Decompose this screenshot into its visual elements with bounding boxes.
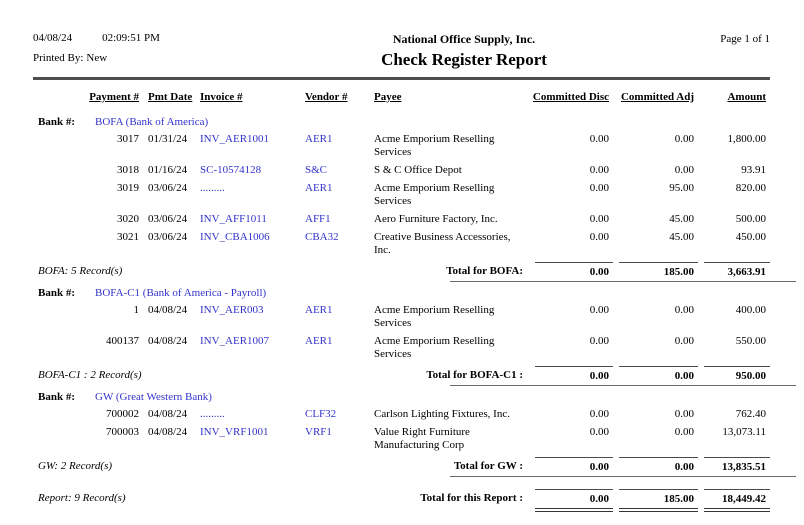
bank-name-link[interactable]: BOFA-C1 (Bank of America - Payroll) — [95, 287, 267, 299]
column-header-payment: Payment # — [89, 91, 139, 103]
payee-cell: Creative Business Accessories, Inc. — [374, 231, 511, 256]
company-name: National Office Supply, Inc. — [392, 32, 536, 46]
vendor-number-link[interactable]: AER1 — [305, 335, 333, 347]
bank-total-amount: 950.00 — [704, 366, 770, 383]
header-divider — [33, 77, 770, 80]
payment-row — [33, 408, 770, 421]
bank-header-row — [33, 116, 770, 129]
column-header-vendor: Vendor # — [305, 91, 348, 103]
payee-cell: Acme Emporium Reselling Services — [374, 182, 495, 207]
amount-cell: 550.00 — [735, 335, 766, 347]
bank-total-label: Total for BOFA-C1 : — [426, 369, 523, 381]
amount-cell: 820.00 — [735, 182, 766, 194]
column-header-invoice: Invoice # — [200, 91, 243, 103]
committed-disc-cell: 0.00 — [589, 408, 609, 420]
payment-row — [33, 164, 770, 177]
vendor-number-link[interactable]: VRF1 — [305, 426, 332, 438]
vendor-number-link[interactable]: CLF32 — [305, 408, 337, 420]
payment-number-cell: 3017 — [117, 133, 139, 145]
bank-group — [33, 116, 770, 282]
group-rows — [33, 408, 770, 452]
payment-number-cell: 400137 — [106, 335, 139, 347]
bank-header-row — [33, 391, 770, 404]
invoice-number-link[interactable]: ......... — [200, 182, 225, 194]
amount-cell: 400.00 — [735, 304, 766, 316]
report-header — [33, 32, 770, 70]
payee-cell: Acme Emporium Reselling Services — [374, 335, 495, 360]
amount-cell: 450.00 — [735, 231, 766, 243]
committed-adj-cell: 0.00 — [674, 304, 694, 316]
committed-disc-cell: 0.00 — [589, 335, 609, 347]
committed-adj-cell: 0.00 — [674, 164, 694, 176]
pmt-date-cell: 03/06/24 — [148, 231, 188, 243]
payment-row — [33, 426, 770, 452]
amount-cell: 500.00 — [735, 213, 766, 225]
column-header-committed-adj: Committed Adj — [620, 91, 694, 103]
report-total-row — [33, 489, 770, 512]
bank-header-row — [33, 287, 770, 300]
payment-row — [33, 182, 770, 208]
committed-adj-cell: 95.00 — [669, 182, 694, 194]
bank-number-label: Bank #: — [38, 391, 75, 403]
vendor-number-link[interactable]: CBA32 — [305, 231, 339, 243]
vendor-number-link[interactable]: AFF1 — [305, 213, 331, 225]
invoice-number-link[interactable]: INV_AER003 — [200, 304, 264, 316]
payee-cell: Value Right Furniture Manufacturing Corp — [374, 426, 470, 451]
column-header-row — [33, 91, 770, 104]
payment-number-cell: 3019 — [117, 182, 139, 194]
invoice-number-link[interactable]: INV_AER1007 — [200, 335, 270, 347]
print-time: 02:09:51 PM — [102, 32, 160, 44]
committed-adj-cell: 0.00 — [674, 133, 694, 145]
bank-total-committed-adj: 0.00 — [619, 457, 698, 474]
pmt-date-cell: 04/08/24 — [148, 335, 188, 347]
invoice-number-link[interactable]: INV_VRF1001 — [200, 426, 269, 438]
groups — [33, 116, 770, 477]
committed-adj-cell: 45.00 — [669, 231, 694, 243]
payment-number-cell: 1 — [133, 304, 139, 316]
report-record-count: Report: 9 Record(s) — [38, 492, 126, 504]
pmt-date-cell: 04/08/24 — [148, 426, 188, 438]
committed-adj-cell: 0.00 — [674, 426, 694, 438]
bank-total-amount: 3,663.91 — [704, 262, 770, 279]
bank-total-label: Total for BOFA: — [446, 265, 523, 277]
pmt-date-cell: 01/31/24 — [148, 133, 188, 145]
invoice-number-link[interactable]: ......... — [200, 408, 225, 420]
committed-disc-cell: 0.00 — [589, 304, 609, 316]
vendor-number-link[interactable]: AER1 — [305, 182, 333, 194]
committed-adj-cell: 45.00 — [669, 213, 694, 225]
invoice-number-link[interactable]: INV_CBA1006 — [200, 231, 270, 243]
bank-total-label: Total for GW : — [453, 460, 523, 472]
header-center — [268, 32, 660, 70]
bank-group — [33, 391, 770, 477]
pmt-date-cell: 04/08/24 — [148, 304, 188, 316]
bank-total-committed-disc: 0.00 — [535, 366, 613, 383]
invoice-number-link[interactable]: INV_AFF1011 — [200, 213, 267, 225]
bank-total-committed-adj: 185.00 — [619, 262, 698, 279]
invoice-number-link[interactable]: SC-10574128 — [200, 164, 262, 176]
bank-record-count: GW: 2 Record(s) — [38, 460, 113, 472]
amount-cell: 762.40 — [735, 408, 766, 420]
bank-total-underline — [450, 476, 796, 477]
payment-number-cell: 700002 — [106, 408, 139, 420]
column-header-payee: Payee — [374, 91, 402, 103]
payment-number-cell: 3020 — [117, 213, 139, 225]
payment-row — [33, 133, 770, 159]
bank-record-count: BOFA-C1 : 2 Record(s) — [38, 369, 142, 381]
payee-cell: Aero Furniture Factory, Inc. — [374, 213, 498, 225]
bank-total-amount: 13,835.51 — [704, 457, 770, 474]
report-total-amount: 18,449.42 — [704, 489, 770, 512]
bank-total-committed-disc: 0.00 — [535, 457, 613, 474]
committed-adj-cell: 0.00 — [674, 335, 694, 347]
payee-cell: S & C Office Depot — [374, 164, 462, 176]
bank-name-link[interactable]: BOFA (Bank of America) — [95, 116, 209, 128]
bank-number-label: Bank #: — [38, 116, 75, 128]
committed-adj-cell: 0.00 — [674, 408, 694, 420]
bank-number-label: Bank #: — [38, 287, 75, 299]
bank-total-committed-disc: 0.00 — [535, 262, 613, 279]
payment-row — [33, 213, 770, 226]
amount-cell: 13,073.11 — [722, 426, 766, 438]
bank-total-row — [33, 366, 770, 383]
column-header-amount: Amount — [727, 91, 766, 103]
committed-disc-cell: 0.00 — [589, 426, 609, 438]
payment-row — [33, 231, 770, 257]
committed-disc-cell: 0.00 — [589, 182, 609, 194]
payment-row — [33, 304, 770, 330]
pmt-date-cell: 03/06/24 — [148, 213, 188, 225]
amount-cell: 1,800.00 — [727, 133, 766, 145]
printed-by — [33, 52, 268, 65]
bank-total-underline — [450, 281, 796, 282]
vendor-number-link[interactable]: AER1 — [305, 304, 333, 316]
bank-total-row — [33, 262, 770, 279]
bank-total-committed-adj: 0.00 — [619, 366, 698, 383]
committed-disc-cell: 0.00 — [589, 164, 609, 176]
header-left — [33, 32, 268, 65]
payee-cell: Carlson Lighting Fixtures, Inc. — [374, 408, 510, 420]
column-header-committed-disc: Committed Disc — [532, 91, 609, 103]
group-rows — [33, 304, 770, 361]
bank-total-underline — [450, 385, 796, 386]
group-rows — [33, 133, 770, 257]
vendor-number-link[interactable]: AER1 — [305, 133, 333, 145]
column-header-pmt-date: Pmt Date — [148, 91, 193, 103]
payee-cell: Acme Emporium Reselling Services — [374, 304, 495, 329]
printed-by-value: New — [86, 52, 108, 64]
payment-number-cell: 3021 — [117, 231, 139, 243]
pmt-date-cell: 01/16/24 — [148, 164, 188, 176]
pmt-date-cell: 03/06/24 — [148, 182, 188, 194]
bank-name-link[interactable]: GW (Great Western Bank) — [95, 391, 212, 403]
payment-number-cell: 3018 — [117, 164, 139, 176]
page-number: Page 1 of 1 — [720, 33, 770, 45]
bank-total-row — [33, 457, 770, 474]
committed-disc-cell: 0.00 — [589, 133, 609, 145]
committed-disc-cell: 0.00 — [589, 231, 609, 243]
invoice-number-link[interactable]: INV_AER1001 — [200, 133, 270, 145]
payee-cell: Acme Emporium Reselling Services — [374, 133, 495, 158]
print-date: 04/08/24 — [33, 32, 73, 44]
bank-record-count: BOFA: 5 Record(s) — [38, 265, 123, 277]
bank-group — [33, 287, 770, 386]
report-total-label: Total for this Report : — [420, 492, 523, 504]
pmt-date-cell: 04/08/24 — [148, 408, 188, 420]
vendor-number-link[interactable]: S&C — [305, 164, 328, 176]
payment-row — [33, 335, 770, 361]
amount-cell: 93.91 — [741, 164, 766, 176]
printed-by-label: Printed By: — [33, 52, 84, 64]
committed-disc-cell: 0.00 — [589, 213, 609, 225]
payment-number-cell: 700003 — [106, 426, 139, 438]
report-total-committed-adj: 185.00 — [619, 489, 698, 512]
report-title: Check Register Report — [381, 50, 547, 69]
report-total-committed-disc: 0.00 — [535, 489, 613, 512]
